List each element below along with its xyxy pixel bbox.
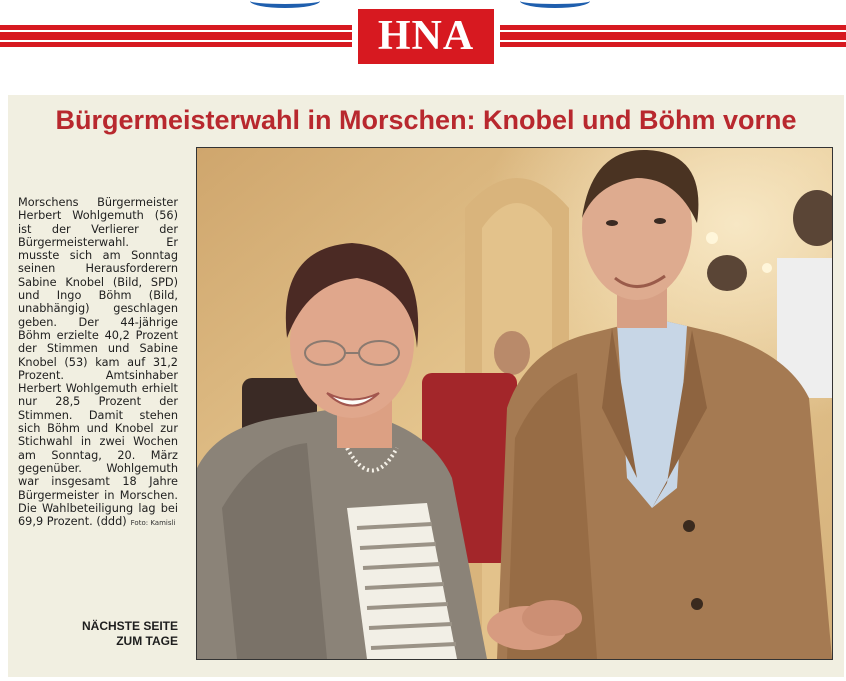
next-page-note[interactable]: [18, 619, 178, 649]
photo-illustration: [197, 148, 832, 659]
article-body: [18, 196, 178, 530]
next-page-line1: NÄCHSTE SEITE: [81, 619, 178, 633]
article-body-text: Morschens Bürgermeister Herbert Wohlgemuth (56) ist der Verlierer der Bürgermeisterwahl. Er musste sich am Sonntag seinen Herausforderern Sabine Knobel (Bild, SPD) und Ingo Böhm (Bild, unabhängig) geschlagen geben. Der 44-jährige Böhm erzielte 40,2 Prozent der Stimmen und Sabine Knobel (53) kam auf 31,2 Prozent. Amtsinhaber Herbert Wohlgemuth erhielt nur 28,5 Prozent der Stimmen. Damit stehen sich Böhm und Knobel zur Stichwahl in zwei Wochen am Sonntag, 20. März gegenüber. Wohlgemuth war insgesamt 18 Jahre Bürgermeister in Morschen. Die Wahlbeteiligung lag bei 69,9 Prozent. (ddd): [18, 196, 178, 529]
masthead-band-right: [500, 25, 846, 47]
photo-credit: Foto: Kamisli: [130, 519, 176, 528]
article-panel: [8, 95, 844, 677]
masthead-arc-left: [250, 0, 320, 8]
hna-logo[interactable]: HNA: [358, 9, 494, 64]
masthead-arc-right: [520, 0, 590, 8]
next-page-line2: ZUM TAGE: [116, 634, 178, 648]
article-photo: [196, 147, 833, 660]
masthead: [0, 0, 846, 80]
article-headline: Bürgermeisterwahl in Morschen: Knobel und Böhm vorne: [55, 105, 797, 135]
masthead-band-left: [0, 25, 352, 47]
